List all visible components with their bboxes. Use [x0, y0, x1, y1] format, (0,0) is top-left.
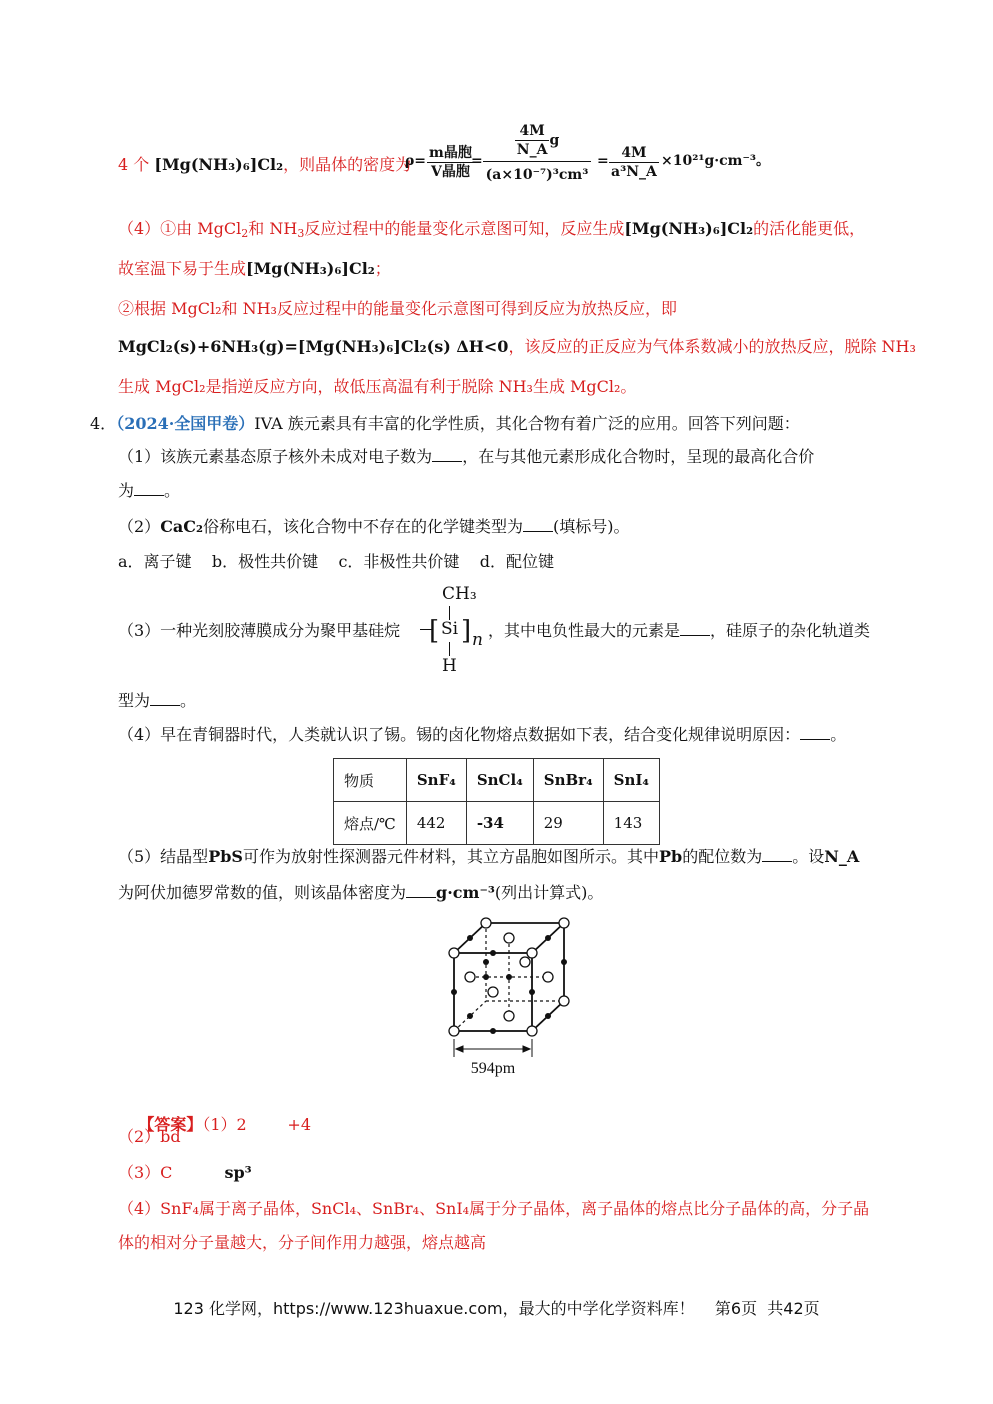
repeat-n: n: [472, 630, 483, 650]
q4-p1b: ，在与其他元素形成化合物时，呈现的最高化合价: [462, 447, 815, 466]
answer-blank: [523, 517, 553, 532]
q4-source: （2024·全国甲卷）: [116, 414, 255, 433]
q4-header: [90, 413, 800, 435]
sec4-line4: [118, 336, 916, 358]
pb-symbol: Pb: [658, 847, 683, 866]
sec4-line1-end: 的活化能更低，: [753, 219, 866, 238]
q4-p3a: （3）一种光刻胶薄膜成分为聚甲基硅烷: [118, 621, 401, 640]
sec4-line1-mid: 和 NH: [248, 219, 298, 238]
density-lead: 4 个: [118, 155, 150, 174]
q4-p2c: (填标号)。: [553, 517, 630, 536]
q4-p5c: 的配位数为: [682, 847, 763, 866]
pbs-unit-cell-diagram: [430, 915, 590, 1080]
table-cell: 29: [533, 802, 603, 845]
table-cell: -34: [466, 802, 533, 845]
bracket-left: [: [429, 616, 440, 646]
table-header-cell: 物质: [334, 759, 407, 802]
sec4-line1-post: 反应过程中的能量变化示意图可知，反应生成: [304, 219, 625, 238]
equilibrium-equation: MgCl₂(s)+6NH₃(g)=[Mg(NH₃)₆]Cl₂(s) ΔH<0: [118, 337, 509, 356]
q4-part1-cont: [118, 480, 180, 502]
cac2-formula: CaC₂: [160, 517, 204, 536]
q4-p1d: 。: [164, 481, 181, 500]
pbs-formula: PbS: [208, 847, 243, 866]
sec4-line2-text: 故室温下易于生成: [118, 259, 247, 278]
table-header-cell: SnCl₄: [466, 759, 533, 802]
sec4-complex-2: [Mg(NH₃)₆]Cl₂: [246, 259, 375, 278]
sec4-line3: ②根据 MgCl₂和 NH₃反应过程中的能量变化示意图可得到反应为放热反应，即: [118, 299, 677, 318]
bond-bottom: [449, 642, 450, 656]
sec4-line1-pre: （4）①由 MgCl: [118, 219, 242, 238]
q4-part2: [118, 516, 630, 538]
result-tail: ×10²¹g·cm⁻³。: [661, 153, 770, 169]
table-header-cell: SnI₄: [603, 759, 659, 802]
answer-3: （3）C: [118, 1163, 173, 1182]
sec4-line1: （4）①由 MgCl$_2$和 $NH_3$反应过程中的能量变化示意图可知，反应生成[Mg(NH₃)₆]Cl₂的活化能更低，: [118, 219, 866, 240]
inner-unit: g: [549, 132, 560, 149]
bond-top: [449, 606, 450, 620]
bracket-right: ]: [461, 616, 472, 646]
complex-formula: [Mg(NH₃)₆]Cl₂: [154, 155, 284, 174]
table-header-cell: SnBr₄: [533, 759, 603, 802]
melting-point-table: [333, 758, 660, 845]
table-cell: 143: [603, 802, 659, 845]
q4-p2b: 俗称电石，该化合物中不存在的化学键类型为: [203, 517, 524, 536]
inner-num: 4M: [515, 122, 550, 141]
answer-line4: （4）SnF₄属于离子晶体，SnCl₄、SnBr₄、SnI₄属于分子晶体，离子晶体的熔点比分子晶体的高，分子晶: [118, 1199, 870, 1218]
q4-p5b: 可作为放射性探测器元件材料，其立方晶胞如图所示。其中: [242, 847, 659, 866]
mass-cell: m晶胞: [429, 145, 472, 161]
answer-blank: [680, 621, 710, 636]
dimension-arrow: [454, 1039, 532, 1057]
answer-blank: [432, 447, 462, 462]
sec4-line2: [118, 258, 391, 280]
q4-intro: IVA 族元素具有丰富的化学性质，其化合物有着广泛的应用。回答下列问题：: [254, 414, 800, 433]
answer-blank: [762, 847, 792, 862]
q4-p3b: ，其中电负性最大的元素是: [488, 621, 681, 640]
methyl-group: CH₃: [442, 584, 477, 604]
equals-1: =: [471, 153, 483, 169]
result-den: a³N_A: [611, 164, 657, 180]
sec4-line4-text: ，该反应的正反应为气体系数减小的放热反应，脱除 NH₃: [508, 337, 916, 356]
polymethylsilane-structure: [420, 584, 490, 680]
table-row-label: 熔点/℃: [334, 802, 407, 845]
q4-p3d: 型为: [118, 691, 151, 710]
big-num: [483, 122, 591, 159]
answer-blank: [406, 883, 436, 898]
result-num: 4M: [609, 144, 659, 163]
page-footer: 123 化学网，https://www.123huaxue.com，最大的中学化学资料库！ 第6页 共42页: [173, 1299, 820, 1318]
volume-cell: V晶胞: [430, 164, 470, 180]
q4-p4end: 。: [830, 725, 847, 744]
na-symbol: N_A: [824, 847, 860, 866]
q4-p3c: ，硅原子的杂化轨道类: [710, 621, 871, 640]
q4-part3-mid: [488, 620, 870, 642]
q4-p4: （4）早在青铜器时代，人类就认识了锡。锡的卤化物熔点数据如下表，结合变化规律说明原因：: [118, 725, 801, 744]
q4-p5e: 为阿伏加德罗常数的值，则该晶体密度为: [118, 883, 407, 902]
mass-volume-fraction: [427, 144, 474, 181]
q4-number: 4．: [90, 414, 117, 433]
sec4-complex-1: [Mg(NH₃)₆]Cl₂: [624, 219, 754, 238]
q4-part5-cont: [118, 882, 603, 904]
answer-3b: sp³: [224, 1163, 252, 1182]
cell-edge-label: 594pm: [470, 1060, 516, 1077]
big-fraction: [483, 122, 591, 184]
q4-p5a: （5）结晶型: [118, 847, 209, 866]
q4-p3e: 。: [180, 691, 197, 710]
answer-line1: [118, 1092, 311, 1158]
hydrogen-atom: H: [442, 656, 457, 676]
density-unit: g·cm⁻³: [436, 883, 495, 902]
answer-line2: （2）bd: [118, 1127, 181, 1146]
sec4-line5: 生成 MgCl₂是指逆反应方向，故低压高温有利于脱除 NH₃生成 MgCl₂。: [118, 377, 637, 396]
density-text: ，则晶体的密度为: [283, 155, 412, 174]
answer-blank: [150, 691, 180, 706]
table-header-cell: SnF₄: [406, 759, 466, 802]
result-fraction: [609, 144, 659, 181]
q4-p1c: 为: [118, 481, 135, 500]
answer-tag: 【答案】: [138, 1115, 203, 1134]
q4-part4: [118, 724, 846, 746]
equals-2: =: [597, 153, 609, 169]
q4-p1a: （1）该族元素基态原子核外未成对电子数为: [118, 447, 433, 466]
inner-den: N_A: [516, 142, 548, 158]
table-cell: 442: [406, 802, 466, 845]
inner-fraction: [515, 122, 550, 159]
q4-part3-cont: [118, 690, 196, 712]
q4-part5: [118, 846, 859, 868]
q4-options: a．离子键 b．极性共价键 c．非极性共价键 d．配位键: [118, 552, 555, 571]
q4-part1: [118, 446, 814, 468]
q4-p5d: 。设: [792, 847, 825, 866]
rho-symbol: ρ=: [405, 153, 427, 169]
answer-1: （1）2 +4: [202, 1115, 311, 1134]
silicon-atom: Si: [441, 619, 459, 639]
sec4-line2-end: ；: [374, 259, 391, 278]
table-row: [334, 802, 660, 845]
table-header-row: [334, 759, 660, 802]
answer-line5: 体的相对分子量越大，分子间作用力越强，熔点越高: [118, 1233, 487, 1252]
q4-p2a: （2）: [118, 517, 161, 536]
q4-part3: [118, 620, 400, 642]
answer-line3: [118, 1162, 252, 1184]
answer-blank: [134, 481, 164, 496]
big-den: (a×10⁻⁷)³cm³: [483, 161, 591, 184]
answer-blank: [800, 725, 830, 740]
q4-p5f: (列出计算式)。: [494, 883, 604, 902]
density-line: [118, 150, 411, 180]
